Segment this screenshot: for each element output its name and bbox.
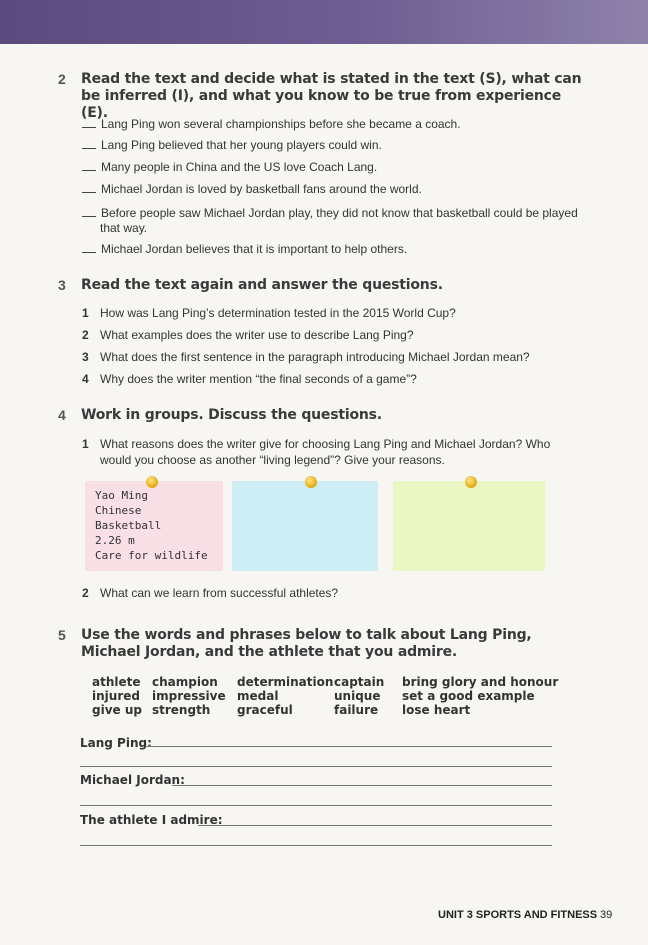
header-band (0, 0, 648, 44)
exercise-number: 2 (58, 71, 66, 87)
answer-blank[interactable] (82, 192, 96, 193)
question-item (82, 305, 582, 321)
answer-blank[interactable] (82, 216, 96, 217)
statement-text: Michael Jordan is loved by basketball fans around the world. (101, 182, 422, 196)
question-number: 3 (82, 350, 89, 364)
writing-line[interactable] (198, 825, 552, 826)
question-item (82, 327, 582, 343)
writing-line[interactable] (80, 805, 552, 806)
note-line: 2.26 m (95, 534, 135, 547)
word: determination (237, 675, 334, 689)
question-text: How was Lang Ping’s determination tested in the 2015 World Cup? (100, 306, 456, 320)
word: set a good example (402, 689, 535, 703)
word-column (152, 675, 226, 717)
sticky-note-green (393, 481, 545, 571)
question-number: 1 (82, 306, 89, 320)
word-column (92, 675, 142, 717)
statement-item (82, 182, 582, 197)
word: give up (92, 703, 142, 717)
question-text: What can we learn from successful athletes? (100, 586, 339, 600)
note-content (95, 488, 208, 563)
exercise-instruction: Read the text again and answer the questions. (81, 277, 443, 293)
note-line: Yao Ming (95, 489, 148, 502)
writing-line[interactable] (145, 746, 552, 747)
exercise-instruction: Use the words and phrases below to talk about Lang Ping, Michael Jordan, and the athlete that you admire. (81, 627, 532, 660)
word: impressive (152, 689, 226, 703)
writing-line[interactable] (80, 845, 552, 846)
word: failure (334, 703, 379, 717)
pin-icon (305, 476, 317, 488)
page-number: 39 (600, 909, 613, 921)
question-item (82, 585, 582, 601)
question-number: 2 (82, 328, 89, 342)
question-number: 2 (82, 586, 89, 600)
statement-text: Before people saw Michael Jordan play, they did not know that basketball could be played that way. (100, 206, 578, 235)
word: medal (237, 689, 279, 703)
exercise-4-heading (58, 407, 588, 424)
statement-item (82, 117, 582, 132)
prompt-athlete-admire: The athlete I admire: (80, 813, 223, 827)
unit-title: UNIT 3 SPORTS AND FITNESS (438, 909, 598, 921)
exercise-instruction: Read the text and decide what is stated in the text (S), what can be inferred (I), and what you know to be true from experience (E). (81, 71, 582, 121)
word: unique (334, 689, 381, 703)
writing-line[interactable] (80, 766, 552, 767)
pin-icon (146, 476, 158, 488)
word: lose heart (402, 703, 471, 717)
statement-item (82, 206, 600, 236)
word: bring glory and honour (402, 675, 559, 689)
question-text: What reasons does the writer give for choosing Lang Ping and Michael Jordan? Who would you choose as another “living legend”? Give your reasons. (100, 437, 551, 467)
word: strength (152, 703, 211, 717)
word: graceful (237, 703, 293, 717)
question-item (82, 436, 582, 468)
exercise-2-heading (58, 71, 588, 122)
word: captain (334, 675, 385, 689)
statement-item (82, 160, 582, 175)
note-line: Basketball (95, 519, 162, 532)
statement-item (82, 138, 582, 153)
question-number: 1 (82, 437, 89, 451)
question-item (82, 349, 582, 365)
statement-text: Lang Ping won several championships before she became a coach. (101, 117, 461, 131)
question-item (82, 371, 582, 387)
question-text: Why does the writer mention “the final seconds of a game”? (100, 372, 417, 386)
statement-text: Many people in China and the US love Coach Lang. (101, 160, 378, 174)
pin-icon (465, 476, 477, 488)
answer-blank[interactable] (82, 127, 96, 128)
exercise-number: 5 (58, 627, 66, 643)
writing-line[interactable] (172, 785, 552, 786)
exercise-3-heading (58, 277, 588, 294)
note-line: Chinese (95, 504, 142, 517)
question-text: What does the first sentence in the paragraph introducing Michael Jordan mean? (100, 350, 530, 364)
word: injured (92, 689, 140, 703)
statement-text: Lang Ping believed that her young players could win. (101, 138, 382, 152)
exercise-number: 4 (58, 407, 66, 423)
statement-text: Michael Jordan believes that it is important to help others. (101, 242, 408, 256)
prompt-michael-jordan: Michael Jordan: (80, 773, 185, 787)
sticky-note-blue (232, 481, 378, 571)
question-text: What examples does the writer use to describe Lang Ping? (100, 328, 414, 342)
note-line: Care for wildlife (95, 549, 208, 562)
statement-item (82, 242, 582, 257)
word-column (334, 675, 384, 717)
exercise-instruction: Work in groups. Discuss the questions. (81, 407, 382, 423)
word: champion (152, 675, 218, 689)
word-column (237, 675, 333, 717)
word: athlete (92, 675, 141, 689)
answer-blank[interactable] (82, 170, 96, 171)
answer-blank[interactable] (82, 148, 96, 149)
prompt-lang-ping: Lang Ping: (80, 736, 152, 750)
exercise-5-heading (58, 627, 588, 661)
answer-blank[interactable] (82, 252, 96, 253)
word-column (402, 675, 558, 717)
question-number: 4 (82, 372, 89, 386)
exercise-number: 3 (58, 277, 66, 293)
